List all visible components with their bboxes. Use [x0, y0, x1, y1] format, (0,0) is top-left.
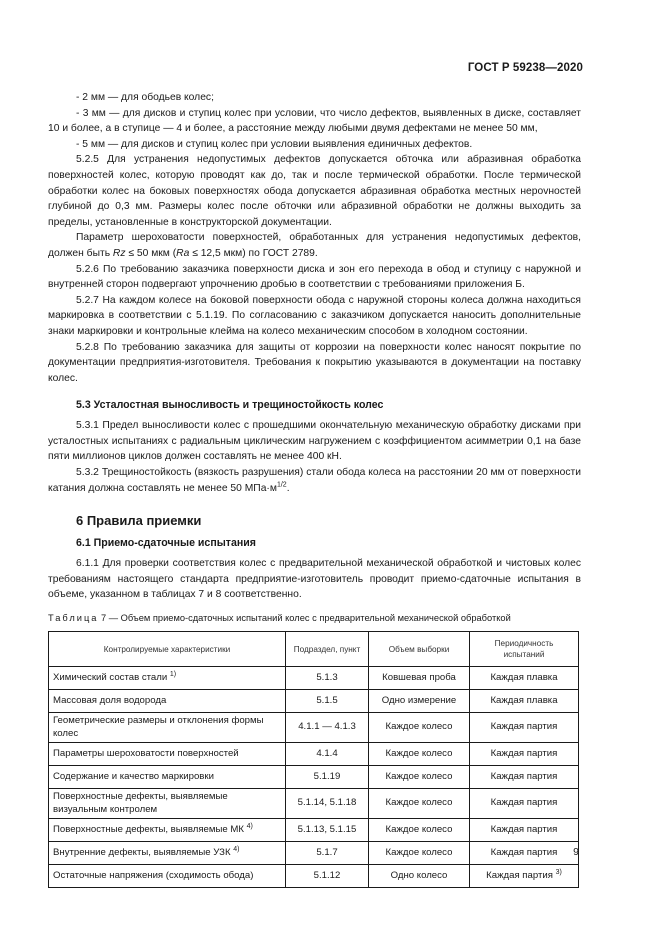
page-number: 9	[573, 846, 579, 858]
cell-periodicity	[470, 819, 579, 842]
cell-sample	[369, 766, 470, 789]
cell-sample-text: Каждое колесо	[385, 797, 453, 809]
table-row	[49, 743, 579, 766]
column-header-clause: Подраздел, пункт	[286, 632, 369, 667]
list-item-2mm: - 2 мм — для ободьев колес;	[76, 92, 214, 103]
p532-exponent: 1/2	[276, 481, 287, 489]
cell-sample-text: Каждое колесо	[385, 846, 453, 858]
cell-sample-text: Одно колесо	[390, 869, 448, 881]
section-6-1-heading: 6.1 Приемо-сдаточные испытания	[76, 537, 256, 550]
roughness-text-c: ≤ 12,5 мкм) по ГОСТ 2789.	[189, 247, 318, 259]
table-caption	[48, 611, 581, 625]
cell-clause-text: 5.1.12	[313, 869, 341, 881]
table-caption-text: 7 — Объем приемо-сдаточных испытаний колес с предварительной механической обработкой	[98, 613, 511, 624]
table-caption-label: Таблица	[48, 613, 99, 624]
cell-sample	[369, 819, 470, 842]
cell-characteristic	[49, 789, 286, 819]
footnote-marker: 3)	[555, 868, 562, 876]
section-5-3-heading: 5.3 Усталостная выносливость и трещиностойкость колес	[76, 399, 384, 412]
roughness-text-a: Параметр шероховатости поверхностей, обработанных для устранения недопустимых дефектов, должен быть	[48, 232, 581, 259]
cell-periodicity-text: Каждая плавка	[490, 694, 558, 706]
cell-clause-text: 5.1.14, 5.1.18	[297, 797, 357, 809]
table-header-row	[49, 632, 579, 667]
paragraph-5-2-5: 5.2.5 Для устранения недопустимых дефектов допускается обточка или абразивная обработка поверхностей колес, которую проводят как до, так и после термической обработки. После термической обработки колес на боковых поверхностях обода допускается абразивная обработка местных нерovностей глубиной до 0,3 мм. Размеры колес после обточки или абразивной обработки не должны выходить за пределы, установленные в конструкторской документации.	[48, 154, 581, 228]
cell-sample-text: Каждое колесо	[385, 747, 453, 759]
cell-sample	[369, 865, 470, 888]
cell-clause-text: 5.1.3	[316, 671, 338, 683]
table-row	[49, 865, 579, 888]
paragraph-5-2-8: 5.2.8 По требованию заказчика для защиты от коррозии на поверхности колес наносят покрытие по документации предприятия-изготовителя. Требования к покрытию указываются в документации на поставку колес.	[48, 341, 581, 384]
cell-characteristic-text: Поверхностные дефекты, выявляемые МК	[53, 823, 244, 835]
paragraph-5-2-6: 5.2.6 По требованию заказчика поверхности диска и зон его перехода в обод и ступицу с наружной и внутренней сторон подвергают упрочнению дробью в соответствии с требованиями приложения Б.	[48, 263, 581, 291]
paragraph-roughness	[48, 230, 581, 261]
table-row	[49, 766, 579, 789]
cell-sample	[369, 667, 470, 690]
cell-sample	[369, 713, 470, 743]
cell-sample-text: Каждое колесо	[385, 823, 453, 835]
cell-sample-text: Ковшевая проба	[382, 671, 456, 683]
cell-clause-text: 4.1.1 — 4.1.3	[298, 721, 356, 733]
cell-periodicity	[470, 766, 579, 789]
p532-end: .	[286, 482, 290, 494]
cell-periodicity-text: Каждая партия	[490, 770, 558, 782]
cell-sample	[369, 690, 470, 713]
document-code: ГОСТ Р 59238—2020	[467, 62, 583, 74]
cell-periodicity-text: Каждая партия	[490, 747, 558, 759]
cell-clause-text: 5.1.7	[316, 846, 338, 858]
cell-characteristic-text: Геометрические размеры и отклонения формы колес	[53, 715, 264, 739]
cell-periodicity-text: Каждая партия	[490, 823, 558, 835]
column-header-sample: Объем выборки	[369, 632, 470, 667]
rz-symbol: Rz	[112, 247, 126, 259]
footnote-marker: 1)	[169, 670, 177, 678]
cell-characteristic-text: Внутренние дефекты, выявляемые УЗК	[53, 846, 231, 858]
column-header-periodicity: Периодичность испытаний	[470, 632, 579, 667]
cell-sample-text: Одно измерение	[381, 694, 457, 706]
footnote-marker: 4)	[246, 822, 253, 830]
cell-clause-text: 5.1.13, 5.1.15	[297, 823, 357, 835]
cell-characteristic-text: Параметры шероховатости поверхностей	[53, 747, 239, 759]
cell-sample-text: Каждое колесо	[385, 770, 453, 782]
cell-characteristic-text: Химический состав стали	[53, 671, 168, 683]
cell-clause	[286, 766, 369, 789]
paragraph-5-3-2	[48, 465, 581, 496]
cell-characteristic	[49, 667, 286, 690]
cell-sample	[369, 789, 470, 819]
cell-clause-text: 4.1.4	[316, 747, 338, 759]
cell-characteristic	[49, 819, 286, 842]
cell-clause	[286, 690, 369, 713]
paragraph-5-3-1: 5.3.1 Предел выносливости колес с прошедшими окончательную механическую обработку дисками при усталостных испытаниях с радиальным циклическим нагружением с коэффициентом асимметрии 0,1 на базе пяти миллионов циклов должен составлять не менее 400 кН.	[48, 420, 581, 463]
cell-periodicity-text: Каждая плавка	[490, 671, 558, 683]
ra-symbol: Ra	[176, 247, 190, 259]
cell-characteristic	[49, 713, 286, 743]
cell-clause	[286, 667, 369, 690]
cell-characteristic	[49, 766, 286, 789]
cell-characteristic-text: Содержание и качество маркировки	[53, 770, 214, 782]
table-row	[49, 789, 579, 819]
document-body	[48, 90, 581, 888]
cell-periodicity	[470, 743, 579, 766]
cell-periodicity	[470, 690, 579, 713]
cell-periodicity-text: Каждая партия	[486, 869, 553, 881]
cell-clause-text: 5.1.19	[313, 770, 341, 782]
table-body	[49, 667, 579, 888]
cell-clause	[286, 865, 369, 888]
cell-periodicity	[470, 842, 579, 865]
cell-periodicity	[470, 865, 579, 888]
cell-periodicity-text: Каждая партия	[490, 797, 558, 809]
cell-clause	[286, 713, 369, 743]
table-row	[49, 667, 579, 690]
cell-characteristic	[49, 690, 286, 713]
cell-characteristic	[49, 743, 286, 766]
table-row	[49, 713, 579, 743]
acceptance-tests-table	[48, 631, 579, 888]
cell-clause	[286, 842, 369, 865]
table-row	[49, 690, 579, 713]
cell-characteristic-text: Остаточные напряжения (сходимость обода)	[53, 869, 254, 881]
list-item-5mm: - 5 мм — для дисков и ступиц колес при условии выявления единичных дефектов.	[76, 138, 473, 150]
cell-sample	[369, 743, 470, 766]
cell-sample	[369, 842, 470, 865]
section-6-heading: 6 Правила приемки	[76, 513, 202, 529]
cell-periodicity	[470, 667, 579, 690]
paragraph-6-1-1: 6.1.1 Для проверки соответствия колес с предварительной механической обработкой и чистовых колес требованиям настоящего стандарта предприятие-изготовитель проводит приемо-сдаточные испытания в объеме, указанном в таблицах 7 и 8 соответственно.	[48, 558, 581, 601]
p532-text: 5.3.2 Трещиностойкость (вязкость разрушения) стали обода колеса на расстоянии 20 мм от поверхности катания должна составлять не менее 50 МПа·м	[48, 467, 581, 494]
table-row	[49, 842, 579, 865]
list-item-3mm: - 3 мм — для дисков и ступиц колес при условии, что число дефектов, выявленных в диске, составляет 10 и более, а в ступице — 4 и более, а расстояние между любыми двумя дефектами не менее 50 мм,	[48, 107, 581, 135]
cell-periodicity-text: Каждая партия	[490, 846, 558, 858]
cell-periodicity	[470, 789, 579, 819]
cell-clause	[286, 819, 369, 842]
cell-characteristic	[49, 842, 286, 865]
cell-clause-text: 5.1.5	[316, 694, 338, 706]
cell-characteristic-text: Поверхностные дефекты, выявляемые визуальным контролем	[53, 791, 228, 815]
column-header-characteristics: Контролируемые характеристики	[49, 632, 286, 667]
cell-periodicity-text: Каждая партия	[490, 721, 558, 733]
roughness-text-b: ≤ 50 мкм (	[125, 247, 177, 259]
cell-characteristic-text: Массовая доля водорода	[53, 694, 167, 706]
cell-clause	[286, 789, 369, 819]
table-row	[49, 819, 579, 842]
paragraph-5-2-7: 5.2.7 На каждом колесе на боковой поверхности обода с наружной стороны колеса должна находиться маркировка в соответствии с 5.1.19. По согласованию с заказчиком допускается наносить дополнительные знаки маркировки и контрольные клейма на колесо механическим способом в холодном состоянии.	[48, 294, 581, 337]
footnote-marker: 4)	[233, 845, 240, 853]
cell-clause	[286, 743, 369, 766]
cell-sample-text: Каждое колесо	[385, 721, 453, 733]
cell-characteristic	[49, 865, 286, 888]
cell-periodicity	[470, 713, 579, 743]
